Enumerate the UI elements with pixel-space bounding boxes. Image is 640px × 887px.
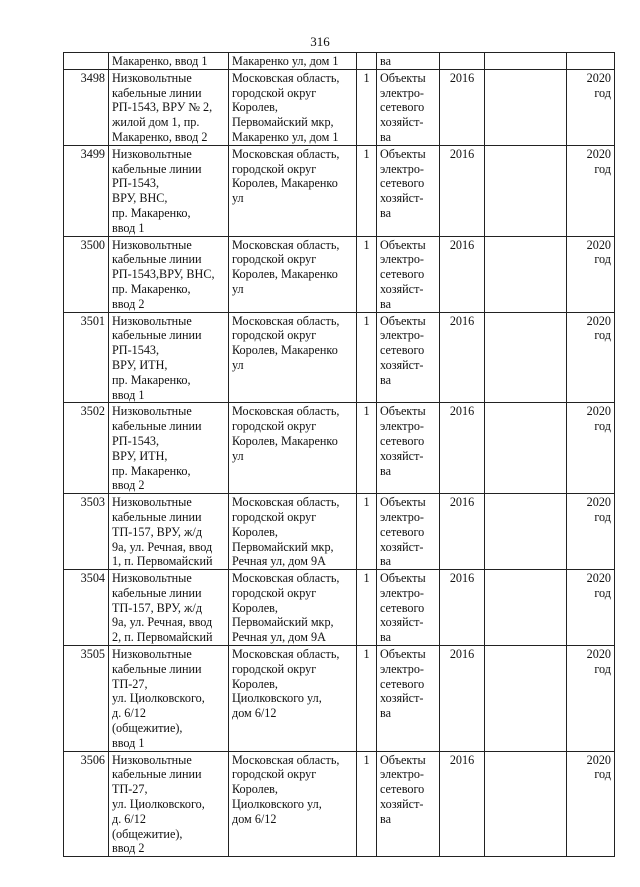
cell-year-end: 2020 год: [567, 312, 615, 403]
cell-col7: [485, 145, 567, 236]
table-row: [64, 145, 615, 236]
cell-quantity: 1: [357, 69, 377, 145]
cell-col7: [485, 403, 567, 494]
cell-number: 3499: [64, 145, 109, 236]
cell-address: Макаренко ул, дом 1: [229, 53, 357, 70]
cell-address: Московская область, городской округ Королев, Первомайский мкр, Речная ул, дом 9А: [229, 494, 357, 570]
cell-object-type: ва: [377, 53, 440, 70]
cell-col7: [485, 69, 567, 145]
cell-quantity: 1: [357, 312, 377, 403]
cell-address: Московская область, городской округ Королев, Первомайский мкр, Речная ул, дом 9А: [229, 570, 357, 646]
cell-number: [64, 53, 109, 70]
cell-year: 2016: [440, 69, 485, 145]
cell-object-type: Объекты электро- сетевого хозяйст- ва: [377, 145, 440, 236]
cell-year-end: 2020 год: [567, 494, 615, 570]
cell-number: 3506: [64, 751, 109, 857]
cell-address: Московская область, городской округ Королев, Циолковского ул, дом 6/12: [229, 646, 357, 752]
cell-name: Низковольтные кабельные линии РП-1543, ВРУ, ВНС, пр. Макаренко, ввод 1: [109, 145, 229, 236]
cell-col7: [485, 570, 567, 646]
cell-col7: [485, 312, 567, 403]
cell-quantity: 1: [357, 751, 377, 857]
cell-col7: [485, 236, 567, 312]
cell-quantity: [357, 53, 377, 70]
cell-year-end: 2020 год: [567, 570, 615, 646]
cell-number: 3500: [64, 236, 109, 312]
cell-object-type: Объекты электро- сетевого хозяйст- ва: [377, 312, 440, 403]
cell-col7: [485, 751, 567, 857]
cell-object-type: Объекты электро- сетевого хозяйст- ва: [377, 236, 440, 312]
cell-year-end: 2020 год: [567, 236, 615, 312]
cell-name: Низковольтные кабельные линии ТП-157, ВРУ, ж/д 9а, ул. Речная, ввод 1, п. Первомайский: [109, 494, 229, 570]
cell-name: Низковольтные кабельные линии ТП-157, ВРУ, ж/д 9а, ул. Речная, ввод 2, п. Первомайский: [109, 570, 229, 646]
cell-address: Московская область, городской округ Королев, Макаренко ул: [229, 236, 357, 312]
cell-quantity: 1: [357, 646, 377, 752]
cell-col7: [485, 53, 567, 70]
cell-address: Московская область, городской округ Королев, Макаренко ул: [229, 145, 357, 236]
table-row: [64, 751, 615, 857]
cell-object-type: Объекты электро- сетевого хозяйст- ва: [377, 570, 440, 646]
cell-year: 2016: [440, 570, 485, 646]
cell-object-type: Объекты электро- сетевого хозяйст- ва: [377, 69, 440, 145]
cell-col7: [485, 646, 567, 752]
cell-name: Низковольтные кабельные линии РП-1543,ВРУ, ВНС, пр. Макаренко, ввод 2: [109, 236, 229, 312]
table-row: [64, 403, 615, 494]
cell-year: [440, 53, 485, 70]
cell-object-type: Объекты электро- сетевого хозяйст- ва: [377, 494, 440, 570]
page-number: 316: [310, 34, 330, 49]
cell-name: Низковольтные кабельные линии РП-1543, ВРУ, ИТН, пр. Макаренко, ввод 1: [109, 312, 229, 403]
cell-number: 3504: [64, 570, 109, 646]
cell-year-end: 2020 год: [567, 751, 615, 857]
cell-object-type: Объекты электро- сетевого хозяйст- ва: [377, 751, 440, 857]
cell-name: Низковольтные кабельные линии ТП-27, ул. Циолковского, д. 6/12 (общежитие), ввод 1: [109, 646, 229, 752]
table-row-continued: [64, 53, 615, 70]
cell-year-end: 2020 год: [567, 403, 615, 494]
cell-col7: [485, 494, 567, 570]
table-row: [64, 236, 615, 312]
table-row: [64, 69, 615, 145]
table-row: [64, 646, 615, 752]
cell-number: 3503: [64, 494, 109, 570]
cell-address: Московская область, городской округ Королев, Макаренко ул: [229, 403, 357, 494]
cell-address: Московская область, городской округ Королев, Макаренко ул: [229, 312, 357, 403]
cell-name: Макаренко, ввод 1: [109, 53, 229, 70]
cell-year: 2016: [440, 312, 485, 403]
cell-number: 3502: [64, 403, 109, 494]
cell-year-end: 2020 год: [567, 646, 615, 752]
cell-year: 2016: [440, 494, 485, 570]
registry-table: [63, 52, 615, 857]
cell-quantity: 1: [357, 570, 377, 646]
cell-year: 2016: [440, 751, 485, 857]
cell-year-end: [567, 53, 615, 70]
cell-year-end: 2020 год: [567, 145, 615, 236]
table-row: [64, 494, 615, 570]
cell-object-type: Объекты электро- сетевого хозяйст- ва: [377, 403, 440, 494]
cell-quantity: 1: [357, 236, 377, 312]
cell-quantity: 1: [357, 494, 377, 570]
cell-address: Московская область, городской округ Королев, Первомайский мкр, Макаренко ул, дом 1: [229, 69, 357, 145]
cell-name: Низковольтные кабельные линии РП-1543, ВРУ № 2, жилой дом 1, пр. Макаренко, ввод 2: [109, 69, 229, 145]
cell-address: Московская область, городской округ Королев, Циолковского ул, дом 6/12: [229, 751, 357, 857]
cell-name: Низковольтные кабельные линии РП-1543, ВРУ, ИТН, пр. Макаренко, ввод 2: [109, 403, 229, 494]
table-row: [64, 312, 615, 403]
cell-quantity: 1: [357, 403, 377, 494]
cell-year-end: 2020 год: [567, 69, 615, 145]
cell-quantity: 1: [357, 145, 377, 236]
cell-number: 3498: [64, 69, 109, 145]
cell-object-type: Объекты электро- сетевого хозяйст- ва: [377, 646, 440, 752]
cell-year: 2016: [440, 236, 485, 312]
cell-name: Низковольтные кабельные линии ТП-27, ул. Циолковского, д. 6/12 (общежитие), ввод 2: [109, 751, 229, 857]
cell-year: 2016: [440, 646, 485, 752]
cell-year: 2016: [440, 403, 485, 494]
cell-number: 3501: [64, 312, 109, 403]
cell-year: 2016: [440, 145, 485, 236]
cell-number: 3505: [64, 646, 109, 752]
table-body: [64, 53, 615, 857]
table-row: [64, 570, 615, 646]
